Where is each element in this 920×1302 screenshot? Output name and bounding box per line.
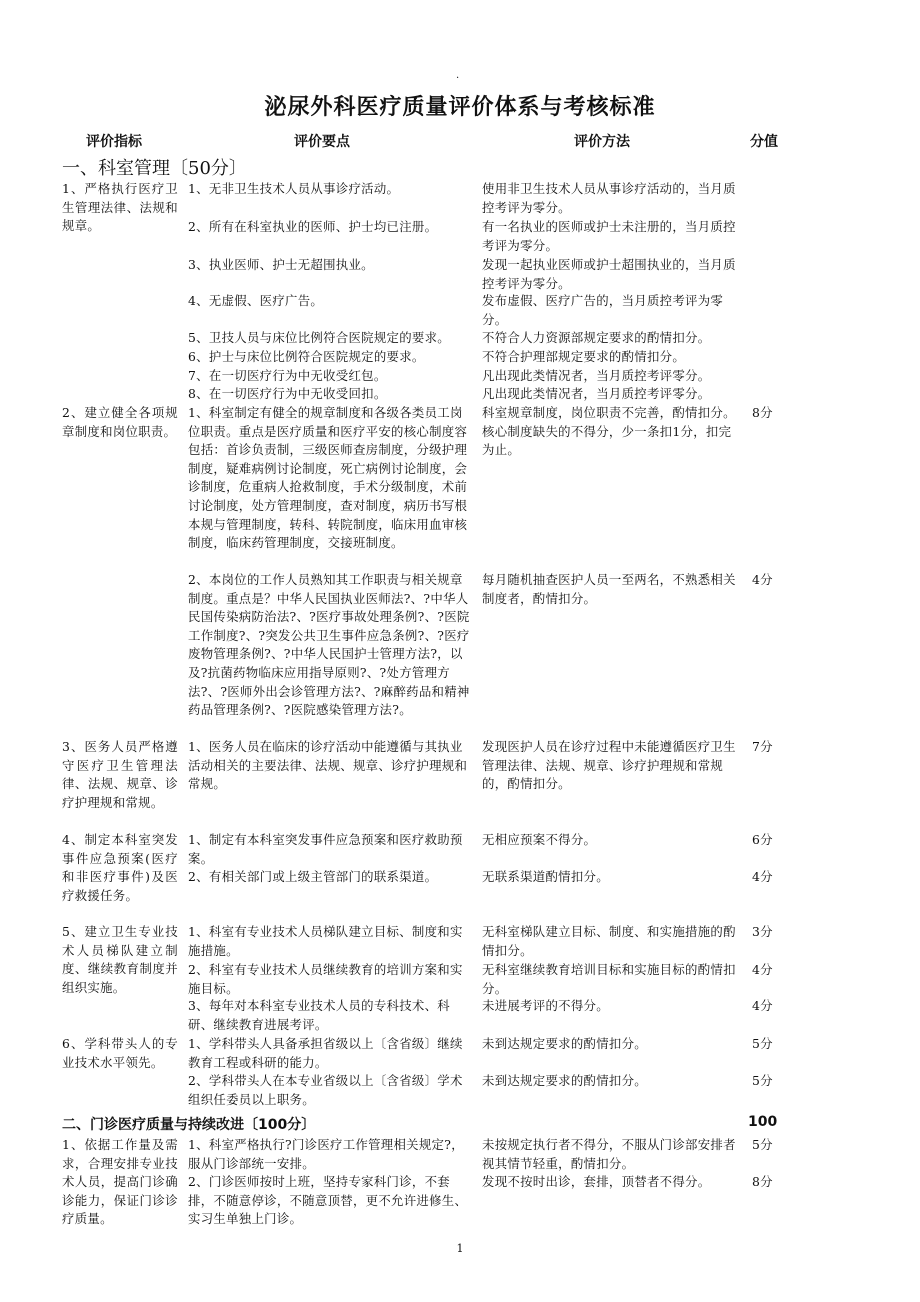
indicator-cell: 1、严格执行医疗卫生管理法律、法规和规章。 <box>62 181 178 234</box>
point-cell: 1、制定有本科室突发事件应急预案和医疗救助预案。 <box>188 832 463 866</box>
header-indicator: 评价指标 <box>86 134 142 150</box>
method-cell: 发现不按时出诊，套排，顶替者不得分。 <box>482 1174 711 1189</box>
indicator-cell: 1、依据工作量及需求，合理安排专业技术人员，提高门诊确诊能力，保证门诊诊疗质量。 <box>62 1137 178 1227</box>
point-cell: 1、科室严格执行?门诊医疗工作管理相关规定?，服从门诊部统一安排。 <box>188 1137 464 1171</box>
indicator-cell: 4、制定本科室突发事件应急预案(医疗和非医疗事件)及医疗救援任务。 <box>62 832 178 903</box>
score-cell: 6分 <box>752 832 773 847</box>
score-cell: 4分 <box>752 869 773 884</box>
point-cell: 2、门诊医师按时上班，坚持专家科门诊，不套排，不随意停诊，不随意顶替，更不允许进修生、实习生单独上门诊。 <box>188 1174 468 1227</box>
point-cell: 1、无非卫生技术人员从事诊疗活动。 <box>188 181 400 196</box>
score-cell: 5分 <box>752 1036 773 1051</box>
score-cell: 4分 <box>752 962 773 977</box>
point-cell: 5、卫技人员与床位比例符合医院规定的要求。 <box>188 330 450 345</box>
score-cell: 5分 <box>752 1137 773 1152</box>
point-cell: 3、执业医师、护士无超围执业。 <box>188 257 374 272</box>
method-cell: 未进展考评的不得分。 <box>482 998 609 1013</box>
page-title: 泌尿外科医疗质量评价体系与考核标准 <box>264 95 656 120</box>
method-cell: 发现一起执业医师或护士超围执业的，当月质控考评为零分。 <box>482 257 736 291</box>
method-cell: 不符合人力资源部规定要求的酌情扣分。 <box>482 330 711 345</box>
method-cell: 无科室梯队建立目标、制度、和实施措施的酌情扣分。 <box>482 924 736 958</box>
method-cell: 未到达规定要求的酌情扣分。 <box>482 1073 647 1088</box>
method-cell: 使用非卫生技术人员从事诊疗活动的，当月质控考评为零分。 <box>482 181 736 215</box>
score-cell: 5分 <box>752 1073 773 1088</box>
point-cell: 7、在一切医疗行为中无收受红包。 <box>188 368 387 383</box>
point-cell: 2、科室有专业技术人员继续教育的培训方案和实施目标。 <box>188 962 463 996</box>
method-cell: 每月随机抽查医护人员一至两名，不熟悉相关制度者，酌情扣分。 <box>482 572 736 606</box>
header-score: 分值 <box>750 134 778 150</box>
point-cell: 1、学科带头人具备承担省级以上〔含省级〕继续教育工程或科研的能力。 <box>188 1036 463 1070</box>
method-cell: 无科室继续教育培训目标和实施目标的酌情扣分。 <box>482 962 736 996</box>
section-1-title: 一、科室管理〔50分〕 <box>62 158 247 179</box>
method-cell: 不符合护理部规定要求的酌情扣分。 <box>482 349 686 364</box>
point-cell: 1、科室制定有健全的规章制度和各级各类员工岗位职责。重点是医疗质量和医疗平安的核心制度容包括：首诊负责制，三级医师查房制度，分级护理制度，疑难病例讨论制度，死亡病例讨论制度，会诊制度，危重病人抢救制度，手术分级制度，术前讨论制度，处方管理制度，查对制度，病历书写根本规与管理制度，转科、转院制度，临床用血审核制度，临床药管理制度，交接班制度。 <box>188 405 468 551</box>
score-cell: 7分 <box>752 739 773 754</box>
method-cell: 未到达规定要求的酌情扣分。 <box>482 1036 647 1051</box>
score-cell: 4分 <box>752 572 773 587</box>
method-cell: 科室规章制度，岗位职责不完善，酌情扣分。核心制度缺失的不得分，少一条扣1分，扣完为止。 <box>482 405 736 458</box>
score-cell: 8分 <box>752 1174 773 1189</box>
indicator-cell: 2、建立健全各项规章制度和岗位职责。 <box>62 405 178 439</box>
score-cell: 3分 <box>752 924 773 939</box>
point-cell: 2、有相关部门或上级主管部门的联系渠道。 <box>188 869 438 884</box>
method-cell: 凡出现此类情况者，当月质控考评零分。 <box>482 386 711 401</box>
method-cell: 有一名执业的医师或护士未注册的，当月质控考评为零分。 <box>482 219 736 253</box>
header-points: 评价要点 <box>294 134 350 150</box>
point-cell: 1、科室有专业技术人员梯队建立目标、制度和实施措施。 <box>188 924 463 958</box>
point-cell: 6、护士与床位比例符合医院规定的要求。 <box>188 349 425 364</box>
point-cell: 8、在一切医疗行为中无收受回扣。 <box>188 386 387 401</box>
page-number: 1 <box>456 1242 464 1255</box>
point-cell: 1、医务人员在临床的诊疗活动中能遵循与其执业活动相关的主要法律、法规、规章、诊疗护理规和常规。 <box>188 739 468 792</box>
indicator-cell: 3、医务人员严格遵守医疗卫生管理法律、法规、规章、诊疗护理规和常规。 <box>62 739 178 810</box>
section-2-title: 二、门诊医疗质量与持续改进〔100分〕 <box>62 1117 316 1133</box>
point-cell: 4、无虚假、医疗广告。 <box>188 293 324 308</box>
top-mark: . <box>456 70 460 81</box>
point-cell: 2、所有在科室执业的医师、护士均已注册。 <box>188 219 438 234</box>
header-method: 评价方法 <box>574 134 630 150</box>
score-cell: 8分 <box>752 405 773 420</box>
method-cell: 无相应预案不得分。 <box>482 832 597 847</box>
score-cell: 4分 <box>752 998 773 1013</box>
indicator-cell: 5、建立卫生专业技术人员梯队建立制度、继续教育制度并组织实施。 <box>62 924 178 995</box>
point-cell: 3、每年对本科室专业技术人员的专科技术、科研、继续教育进展考评。 <box>188 998 450 1032</box>
method-cell: 发布虚假、医疗广告的，当月质控考评为零分。 <box>482 293 724 327</box>
point-cell: 2、本岗位的工作人员熟知其工作职责与相关规章制度。重点是？中华人民国执业医师法?、?中华人民国传染病防治法?、?医疗事故处理条例?、?医院工作制度?、?突发公共卫生事件应急条例?、?医疗废物管理条例?、?中华人民国护士管理方法?，以及?抗菌药物临床应用指导原则?、?处方管理方法?、?医师外出会诊管理方法?、?麻醉药品和精神药品管理条例?、?医院感染管理方法?。 <box>188 572 470 718</box>
section-2-score: 100 <box>748 1114 778 1130</box>
point-cell: 2、学科带头人在本专业省级以上〔含省级〕学术组织任委员以上职务。 <box>188 1073 463 1107</box>
method-cell: 未按规定执行者不得分，不服从门诊部安排者视其情节轻重，酌情扣分。 <box>482 1137 736 1171</box>
method-cell: 凡出现此类情况者，当月质控考评零分。 <box>482 368 711 383</box>
method-cell: 发现医护人员在诊疗过程中未能遵循医疗卫生管理法律、法规、规章、诊疗护理规和常规的，酌情扣分。 <box>482 739 736 792</box>
indicator-cell: 6、学科带头人的专业技术水平领先。 <box>62 1036 178 1070</box>
method-cell: 无联系渠道酌情扣分。 <box>482 869 609 884</box>
